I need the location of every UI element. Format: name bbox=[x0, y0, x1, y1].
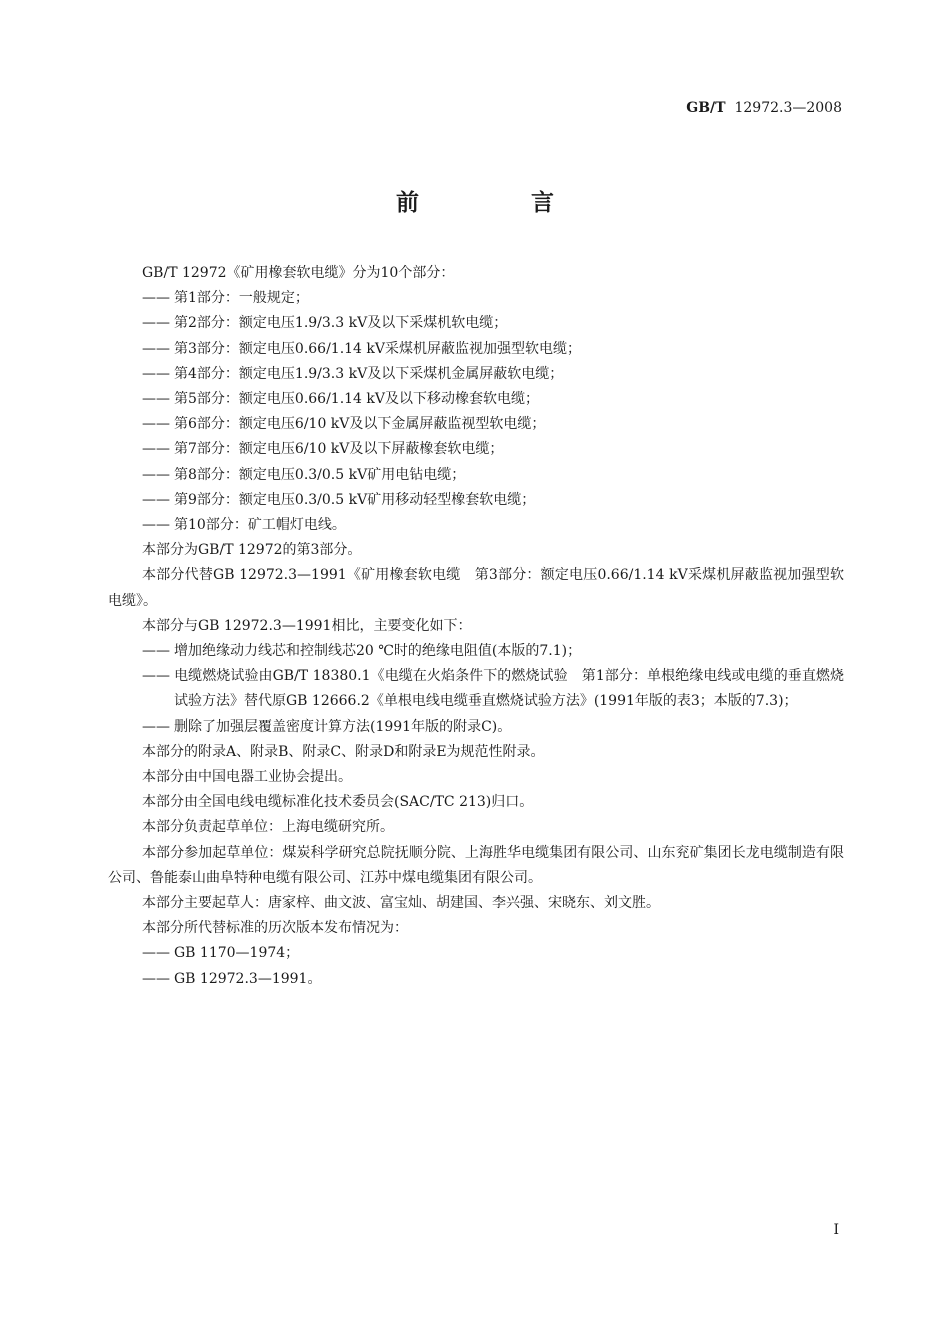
standard-prefix: GB/T bbox=[686, 100, 726, 116]
part-list-item: —— 第4部分：额定电压1.9/3.3 kV及以下采煤机金属屏蔽软电缆； bbox=[108, 362, 844, 387]
dash: —— bbox=[142, 970, 170, 987]
dash: —— bbox=[142, 491, 170, 508]
part-list-item: —— 第9部分：额定电压0.3/0.5 kV矿用移动轻型橡套软电缆； bbox=[108, 488, 844, 513]
change-list-item: —— 删除了加强层覆盖密度计算方法(1991年版的附录C)。 bbox=[108, 715, 844, 740]
dash: —— bbox=[142, 441, 170, 458]
part-list-item: —— 第3部分：额定电压0.66/1.14 kV采煤机屏蔽监视加强型软电缆； bbox=[108, 337, 844, 362]
dash: —— bbox=[142, 391, 170, 408]
dash: —— bbox=[142, 315, 170, 332]
dash: —— bbox=[142, 643, 170, 660]
drafters-statement: 本部分主要起草人：唐家梓、曲文波、富宝灿、胡建国、李兴强、宋晓东、刘文胜。 bbox=[142, 895, 660, 912]
part-statement: 本部分为GB/T 12972的第3部分。 bbox=[142, 542, 362, 559]
history-list-item: —— GB 12972.3—1991。 bbox=[108, 967, 844, 992]
part-list-item: —— 第2部分：额定电压1.9/3.3 kV及以下采煤机软电缆； bbox=[108, 311, 844, 336]
history-intro: 本部分所代替标准的历次版本发布情况为： bbox=[142, 920, 408, 937]
page-title: 前 言 bbox=[395, 190, 606, 216]
foreword-body bbox=[108, 261, 844, 992]
committee-statement: 本部分由全国电线电缆标准化技术委员会(SAC/TC 213)归口。 bbox=[142, 794, 534, 811]
dash: —— bbox=[142, 668, 170, 685]
dash: —— bbox=[142, 517, 170, 534]
dash: —— bbox=[142, 340, 170, 357]
intro-paragraph: GB/T 12972《矿用橡套软电缆》分为10个部分： bbox=[142, 265, 455, 281]
dash: —— bbox=[142, 290, 170, 307]
dash: —— bbox=[142, 416, 170, 433]
dash: —— bbox=[142, 718, 170, 735]
participating-units-statement: 本部分参加起草单位：煤炭科学研究总院抚顺分院、上海胜华电缆集团有限公司、山东兖矿集团长龙电缆制造有限公司、鲁能泰山曲阜特种电缆有限公司、江苏中煤电缆集团有限公司。 bbox=[108, 844, 844, 886]
replacement-statement: 本部分代替GB 12972.3—1991《矿用橡套软电缆 第3部分：额定电压0.66/1.14 kV采煤机屏蔽监视加强型软电缆》。 bbox=[108, 567, 844, 609]
part-list-item: —— 第1部分：一般规定； bbox=[108, 286, 844, 311]
part-list-item: —— 第6部分：额定电压6/10 kV及以下金属屏蔽监视型软电缆； bbox=[108, 412, 844, 437]
changes-intro: 本部分与GB 12972.3—1991相比，主要变化如下： bbox=[142, 617, 472, 634]
drafting-unit-statement: 本部分负责起草单位：上海电缆研究所。 bbox=[142, 819, 394, 836]
proposer-statement: 本部分由中国电器工业协会提出。 bbox=[142, 769, 352, 786]
part-list-item: —— 第5部分：额定电压0.66/1.14 kV及以下移动橡套软电缆； bbox=[108, 387, 844, 412]
page-number: Ⅰ bbox=[833, 1222, 839, 1238]
annex-statement: 本部分的附录A、附录B、附录C、附录D和附录E为规范性附录。 bbox=[142, 743, 545, 760]
standard-code bbox=[686, 100, 842, 116]
history-list-item: —— GB 1170—1974； bbox=[108, 941, 844, 966]
part-list-item: —— 第8部分：额定电压0.3/0.5 kV矿用电钻电缆； bbox=[108, 463, 844, 488]
change-list-item: —— 电缆燃烧试验由GB/T 18380.1《电缆在火焰条件下的燃烧试验 第1部分：单根绝缘电线或电缆的垂直燃烧试验方法》替代原GB 12666.2《单根电线电缆垂直燃烧试验方法》(1991年版的表3；本版的7.3)； bbox=[108, 664, 844, 714]
dash: —— bbox=[142, 945, 170, 962]
change-list-item: —— 增加绝缘动力线芯和控制线芯20 ℃时的绝缘电阻值(本版的7.1)； bbox=[108, 639, 844, 664]
standard-number: 12972.3—2008 bbox=[734, 100, 842, 116]
part-list-item: —— 第7部分：额定电压6/10 kV及以下屏蔽橡套软电缆； bbox=[108, 437, 844, 462]
dash: —— bbox=[142, 466, 170, 483]
dash: —— bbox=[142, 365, 170, 382]
part-list-item: —— 第10部分：矿工帽灯电线。 bbox=[108, 513, 844, 538]
